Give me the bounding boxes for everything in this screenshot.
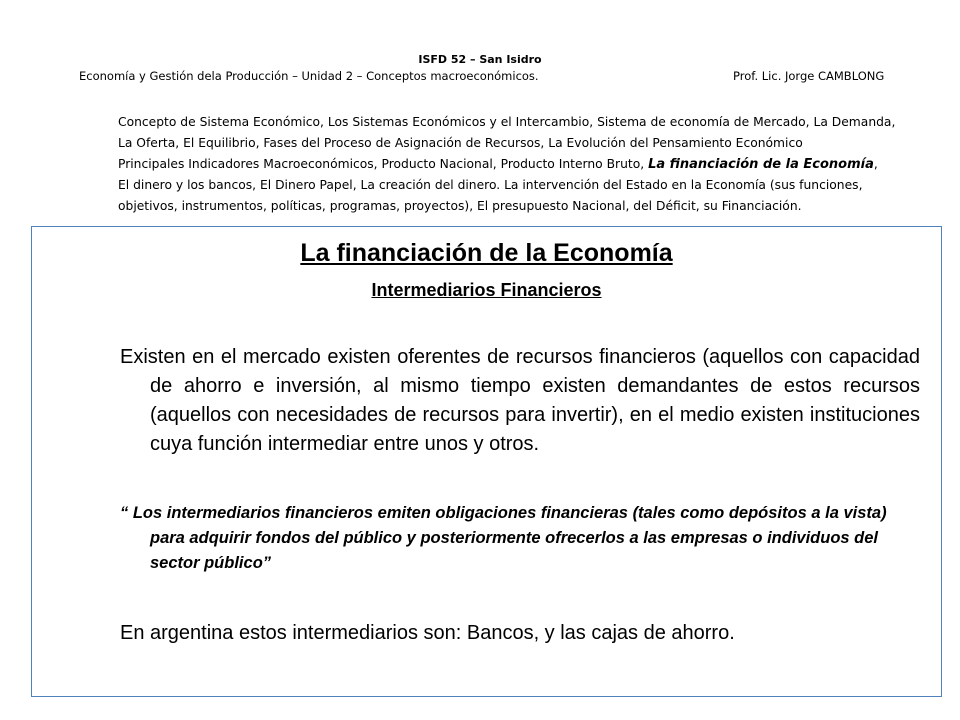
unit-topics <box>118 112 948 217</box>
institution-name: ISFD 52 – San Isidro <box>418 53 542 66</box>
topics-line: El dinero y los bancos, El Dinero Papel, La creación del dinero. La intervención del Estado en la Economía (sus funciones, <box>118 178 863 192</box>
professor-name: Prof. Lic. Jorge CAMBLONG <box>733 69 885 83</box>
topics-line: objetivos, instrumentos, políticas, programas, proyectos), El presupuesto Nacional, del Déficit, su Financiación. <box>118 199 802 213</box>
topics-line: Concepto de Sistema Económico, Los Sistemas Económicos y el Intercambio, Sistema de economía de Mercado, La Demanda, <box>118 115 896 129</box>
topics-text: , <box>873 157 878 171</box>
slide-title: La financiación de la Economía <box>300 239 673 267</box>
document-header <box>0 52 960 84</box>
conclusion-paragraph: En argentina estos intermediarios son: Bancos, y las cajas de ahorro. <box>120 622 735 644</box>
header-subject-line <box>0 68 960 84</box>
current-topic-highlight: La financiación de la Economía <box>648 157 874 172</box>
course-subject: Economía y Gestión dela Producción – Unidad 2 – Conceptos macroeconómicos. <box>79 69 539 83</box>
topics-line: La Oferta, El Equilibrio, Fases del Proceso de Asignación de Recursos, La Evolución del Pensamiento Económico <box>118 136 803 150</box>
intro-paragraph: Existen en el mercado existen oferentes de recursos financieros (aquellos con capacidad de ahorro e inversión, al mismo tiempo existen demandantes de estos recursos (aquellos con necesidades de recursos para invertir), en el medio existen instituciones cuya función intermediar entre unos y otros. <box>120 346 920 455</box>
topics-text: Principales Indicadores Macroeconómicos, Producto Nacional, Producto Interno Bruto, <box>118 157 649 171</box>
slide-content-frame <box>31 226 942 697</box>
definition-quote: “ Los intermediarios financieros emiten obligaciones financieras (tales como depósitos a la vista) para adquirir fondos del público y posteriormente ofrecerlos a las empresas o individuos del sector público” <box>120 504 887 572</box>
topics-line <box>118 154 948 175</box>
slide-subtitle: Intermediarios Financieros <box>371 280 602 300</box>
